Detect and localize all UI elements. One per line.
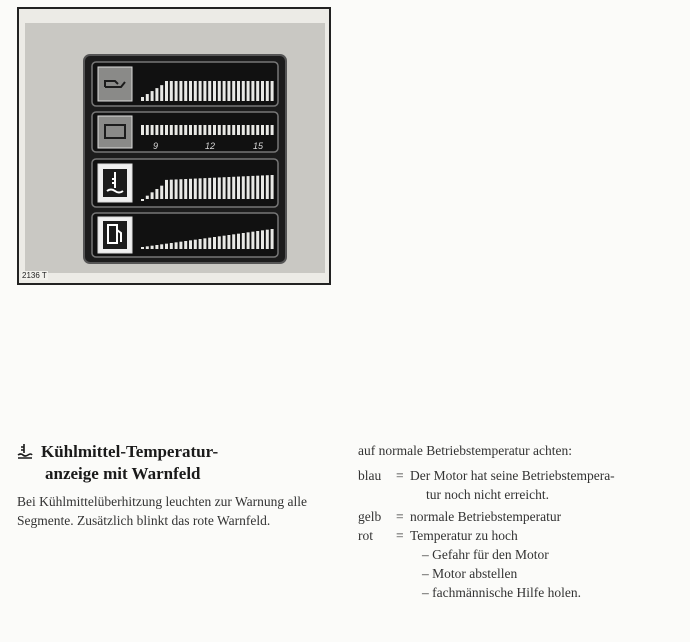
gauge-segment: [184, 81, 187, 101]
gauge-segment: [242, 233, 245, 249]
gauge-segment: [189, 240, 192, 249]
gauge-segment: [175, 179, 178, 199]
gauge-segment: [227, 177, 230, 199]
instrument-illustration: [17, 7, 331, 285]
gauge-segment: [208, 125, 211, 135]
gauge-segment: [155, 88, 158, 101]
gauge-segment: [170, 125, 173, 135]
gauge-segment: [271, 229, 274, 249]
gauge-segment: [184, 125, 187, 135]
legend-desc: Der Motor hat seine Betriebstempera-: [410, 468, 615, 483]
gauge-segment: [237, 125, 240, 135]
gauge-segment: [199, 81, 202, 101]
gauge-segment: [155, 245, 158, 249]
gauge-segment: [141, 125, 144, 135]
gauge-segment: [261, 125, 264, 135]
gauge-segment: [261, 81, 264, 101]
gauge-segment: [175, 242, 178, 249]
legend-key: rot: [358, 528, 373, 543]
gauge-segment: [165, 81, 168, 101]
gauge-segment: [160, 85, 163, 101]
gauge-segment: [146, 246, 149, 249]
gauge-segment: [194, 125, 197, 135]
gauge-segment: [179, 242, 182, 249]
gauge-segment: [218, 236, 221, 249]
fuel-gauge: [92, 213, 278, 257]
gauge-segment: [223, 177, 226, 199]
gauge-segment: [266, 175, 269, 199]
coolant-temperature-icon: [17, 443, 33, 459]
gauge-segment: [242, 176, 245, 199]
legend-key: blau: [358, 468, 382, 483]
gauge-segment: [203, 125, 206, 135]
gauge-segment: [179, 125, 182, 135]
oil-icon-box: [98, 67, 132, 101]
gauge-segment: [194, 179, 197, 199]
gauge-segment: [213, 237, 216, 249]
gauge-segment: [155, 125, 158, 135]
gauge-segment: [232, 125, 235, 135]
overheat-description: Bei Kühlmittelüberhitzung leuchten zur Warnung alle Segmente. Zusätzlich blinkt das rote Warnfeld.: [17, 494, 307, 528]
gauge-segment: [247, 232, 250, 249]
gauge-panel-drawing: [19, 9, 329, 283]
scale-12: 12: [205, 141, 216, 151]
gauge-segment: [256, 81, 259, 101]
gauge-segment: [271, 175, 274, 199]
gauge-segment: [151, 91, 154, 101]
legend-row-blue: blau = Der Motor hat seine Betriebstempera- tur noch nicht erreicht.: [358, 466, 683, 504]
gauge-segment: [232, 81, 235, 101]
legend-desc: normale Betriebstemperatur: [410, 509, 562, 524]
gauge-segment: [223, 236, 226, 249]
battery-gauge: [92, 112, 278, 152]
gauge-segment: [247, 81, 250, 101]
gauge-segment: [208, 238, 211, 249]
gauge-segment: [194, 81, 197, 101]
gauge-segment: [165, 180, 168, 199]
gauge-segment: [251, 125, 254, 135]
gauge-segment: [213, 81, 216, 101]
gauge-segment: [266, 81, 269, 101]
list-item: – Motor abstellen: [422, 566, 518, 581]
gauge-segment: [227, 81, 230, 101]
gauge-segment: [160, 186, 163, 199]
gauge-segment: [271, 125, 274, 135]
intro-line: auf normale Betriebstemperatur achten:: [358, 443, 573, 458]
gauge-segment: [208, 81, 211, 101]
gauge-segment: [146, 196, 149, 199]
gauge-segment: [213, 178, 216, 199]
gauge-segment: [151, 192, 154, 199]
gauge-segment: [203, 238, 206, 249]
gauge-segment: [199, 125, 202, 135]
gauge-segment: [242, 81, 245, 101]
gauge-segment: [175, 125, 178, 135]
figure-code: 2136 T: [22, 271, 47, 280]
legend-desc-continued: tur noch nicht erreicht.: [426, 487, 549, 502]
gauge-segment: [251, 176, 254, 199]
scale-15: 15: [253, 141, 264, 151]
legend-row-yellow: gelb = normale Betriebstemperatur: [358, 507, 683, 526]
gauge-segment: [223, 125, 226, 135]
gauge-segment: [271, 81, 274, 101]
gauge-segment: [227, 125, 230, 135]
gauge-segment: [251, 81, 254, 101]
gauge-segment: [208, 178, 211, 199]
gauge-segment: [223, 81, 226, 101]
gauge-segment: [266, 230, 269, 249]
gauge-segment: [256, 231, 259, 249]
gauge-segment: [237, 177, 240, 199]
gauge-segment: [247, 125, 250, 135]
gauge-segment: [256, 125, 259, 135]
gauge-segment: [237, 234, 240, 249]
gauge-segment: [199, 239, 202, 249]
gauge-segment: [151, 246, 154, 249]
list-item: – Gefahr für den Motor: [422, 547, 549, 562]
heading-line-1: Kühlmittel-Temperatur-: [41, 442, 219, 461]
gauge-segment: [189, 179, 192, 199]
gauge-segment: [203, 81, 206, 101]
gauge-segment: [160, 244, 163, 249]
gauge-segment: [218, 125, 221, 135]
heading-line-2: anzeige mit Warnfeld: [45, 464, 201, 483]
gauge-segment: [189, 125, 192, 135]
gauge-segment: [194, 240, 197, 249]
gauge-segment: [251, 232, 254, 249]
gauge-segment: [213, 125, 216, 135]
gauge-segment: [175, 81, 178, 101]
gauge-segment: [151, 125, 154, 135]
gauge-segment: [232, 234, 235, 249]
gauge-segment: [256, 176, 259, 199]
gauge-segment: [261, 175, 264, 199]
gauge-segment: [218, 177, 221, 199]
gauge-segment: [146, 125, 149, 135]
gauge-segment: [165, 244, 168, 249]
gauge-segment: [227, 235, 230, 249]
warning-actions: [358, 545, 683, 602]
coolant-gauge: [92, 159, 278, 207]
gauge-segment: [155, 189, 158, 199]
gauge-segment: [184, 241, 187, 249]
gauge-segment: [247, 176, 250, 199]
gauge-segment: [170, 243, 173, 249]
gauge-segment: [146, 94, 149, 101]
gauge-segment: [242, 125, 245, 135]
legend-row-red: rot = Temperatur zu hoch: [358, 526, 683, 545]
gauge-segment: [179, 179, 182, 199]
legend-desc: Temperatur zu hoch: [410, 528, 518, 543]
gauge-segment: [199, 178, 202, 199]
list-item: – fachmännische Hilfe holen.: [422, 585, 581, 600]
gauge-segment: [261, 230, 264, 249]
gauge-segment: [170, 180, 173, 199]
gauge-segment: [189, 81, 192, 101]
section-heading: [17, 441, 337, 485]
gauge-segment: [218, 81, 221, 101]
legend-key: gelb: [358, 509, 382, 524]
gauge-segment: [232, 177, 235, 199]
gauge-segment: [170, 81, 173, 101]
gauge-segment: [266, 125, 269, 135]
gauge-segment: [184, 179, 187, 199]
gauge-segment: [141, 199, 144, 201]
oil-gauge: [92, 62, 278, 106]
battery-icon-box: [98, 116, 132, 148]
gauge-segment: [141, 247, 144, 249]
gauge-segment: [179, 81, 182, 101]
gauge-segment: [203, 178, 206, 199]
gauge-segment: [141, 97, 144, 101]
gauge-segment: [160, 125, 163, 135]
scale-9: 9: [153, 141, 159, 151]
color-legend: [358, 466, 683, 602]
gauge-segment: [165, 125, 168, 135]
gauge-segment: [237, 81, 240, 101]
